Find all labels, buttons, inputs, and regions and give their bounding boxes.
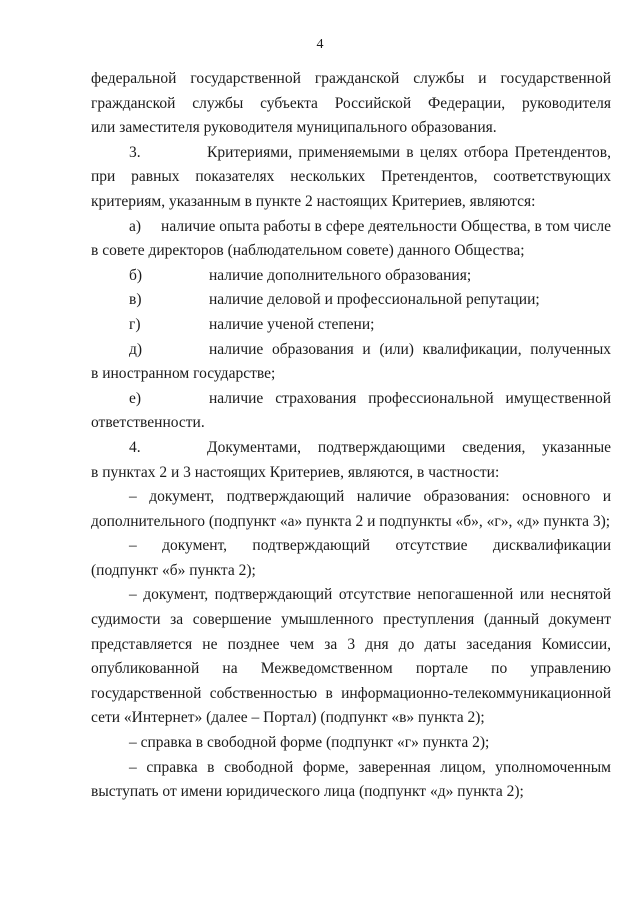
text-line [91, 215, 611, 240]
text-line: опубликованной на Межведомственном портале по управлению [91, 660, 611, 678]
text-line: в иностранном государстве; [91, 365, 276, 383]
text-line: (подпункт «б» пункта 2); [91, 561, 256, 579]
text-line: сети «Интернет» (далее – Портал) (подпункт «в» пункта 2); [91, 709, 485, 727]
item-marker: 3. [129, 143, 141, 161]
item-text: наличие деловой и профессиональной репутации; [209, 291, 540, 309]
text-line: в совете директоров (наблюдательном совете) данного Общества; [91, 242, 525, 260]
item-marker: а) [129, 217, 142, 235]
text-line [91, 141, 611, 166]
text-line: – документ, подтверждающий отсутствие непогашенной или неснятой [129, 586, 611, 604]
text-line [91, 313, 611, 338]
text-line [91, 387, 611, 412]
text-line: – справка в свободной форме, заверенная лицом, уполномоченным [129, 758, 611, 776]
text-line: при равных показателях нескольких Претендентов, соответствующих [91, 168, 611, 186]
document-body [91, 67, 611, 805]
item-marker: б) [129, 266, 143, 284]
text-line [91, 288, 611, 313]
page-number: 4 [316, 37, 324, 52]
text-line: критериям, указанным в пункте 2 настоящих Критериев, являются: [91, 192, 536, 210]
text-line: – документ, подтверждающий отсутствие дисквалификации [129, 537, 611, 555]
item-marker: д) [129, 340, 143, 358]
text-line: – справка в свободной форме (подпункт «г» пункта 2); [129, 734, 490, 752]
item-marker: в) [129, 291, 142, 309]
text-line: дополнительного (подпункт «а» пункта 2 и подпункты «б», «г», «д» пункта 3); [91, 512, 611, 530]
text-line: или заместителя руководителя муниципального образования. [91, 119, 497, 137]
text-line: гражданской службы субъекта Российской Федерации, руководителя [91, 94, 611, 112]
item-marker: 4. [129, 438, 141, 456]
text-line: государственной собственностью в информационно-телекоммуникационной [91, 684, 611, 702]
item-text: Критериями, применяемыми в целях отбора Претендентов, [207, 143, 611, 161]
item-text: наличие страхования профессиональной имущественной [209, 389, 611, 407]
text-line [91, 436, 611, 461]
item-text: наличие дополнительного образования; [209, 266, 472, 284]
text-line: в пунктах 2 и 3 настоящих Критериев, являются, в частности: [91, 463, 500, 481]
item-marker: г) [129, 315, 141, 333]
text-line: судимости за совершение умышленного преступления (данный документ [91, 611, 611, 629]
text-line [91, 264, 611, 289]
text-line: федеральной государственной гражданской службы и государственной [91, 70, 611, 87]
text-line [91, 338, 611, 363]
item-text: Документами, подтверждающими сведения, указанные [207, 438, 611, 456]
text-line: ответственности. [91, 414, 205, 432]
item-text: наличие ученой степени; [209, 315, 375, 333]
item-text: наличие образования и (или) квалификации, полученных [209, 340, 611, 358]
item-marker: е) [129, 389, 142, 407]
text-line: – документ, подтверждающий наличие образования: основного и [129, 488, 611, 506]
text-line: представляется не позднее чем за 3 дня до даты заседания Комиссии, [91, 635, 611, 653]
text-line: выступать от имени юридического лица (подпункт «д» пункта 2); [91, 783, 524, 801]
item-text: наличие опыта работы в сфере деятельности Общества, в том числе [161, 217, 611, 235]
